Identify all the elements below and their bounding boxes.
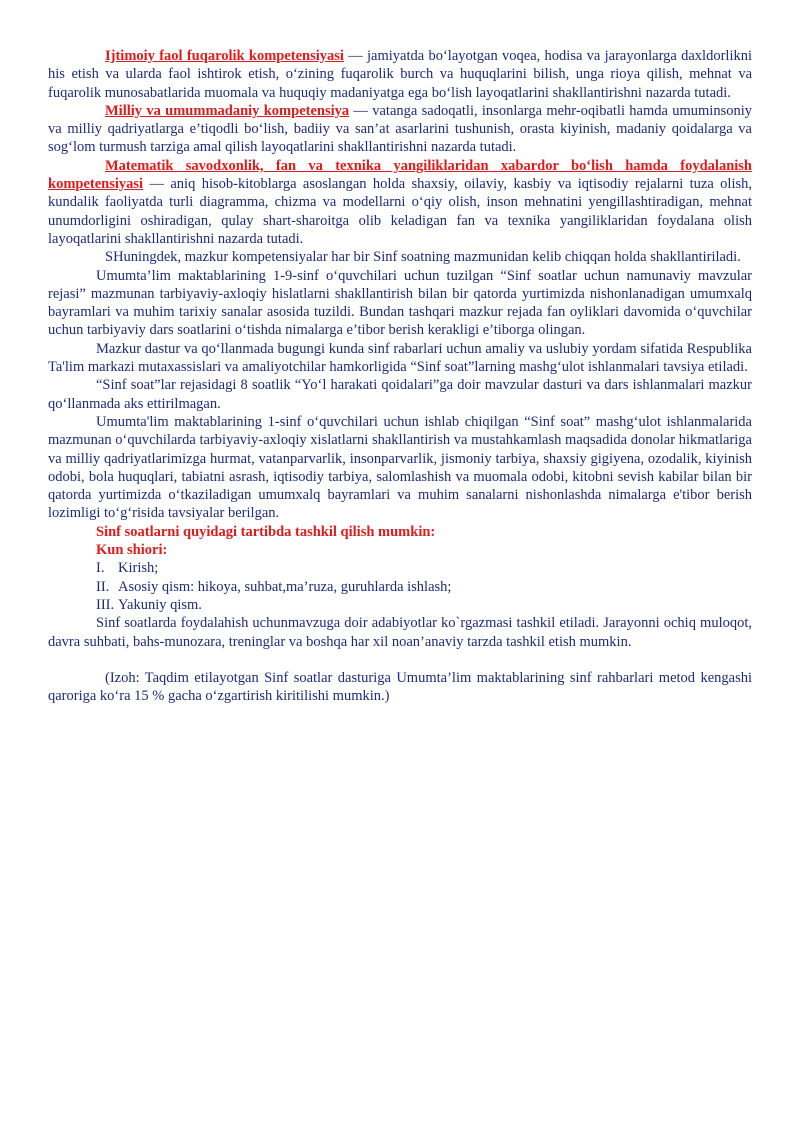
- paragraph-civic-competence: [48, 47, 752, 102]
- list-item-number: II.: [96, 578, 110, 595]
- paragraph-math-competence: [48, 157, 752, 248]
- math-competence-text: — aniq hisob-kitoblarga asoslangan holda shaxsiy, oilaviy, kasbiy va iqtisodiy rejalarni tuza olish, kundalik faoliyatda turli diagramma, chizma va modellarni o‘qiy olish, inson mehnatini yengillashtiradigan, mehnat unumdorligini oshiradigan, qulay shart-sharoitga olib keladigan fan va texnika yangiliklaridan foydalana olish layoqatlarini shakllantirishni nazarda tutadi.: [48, 176, 752, 247]
- list-item-text: Asosiy qism: hikoya, suhbat,ma’ruza, guruhlarda ishlash;: [118, 578, 452, 595]
- paragraph-national-competence: [48, 102, 752, 157]
- list-item: [96, 559, 752, 577]
- list-item: [96, 596, 752, 614]
- list-item-number: I.: [96, 560, 105, 577]
- term-civic-competence: Ijtimoiy faol fuqarolik kompetensiyasi: [105, 48, 344, 64]
- list-item: [96, 578, 752, 596]
- term-math-competence: Matematik savodxonlik, fan va texnika yangiliklaridan xabardor bo‘lish hamda foydalanish kompetensiyasi: [48, 157, 752, 193]
- term-national-competence: Milliy va umummadaniy kompetensiya: [105, 102, 350, 119]
- paragraph-plan: Umumta’lim maktablarining 1-9-sinf o‘quvchilari uchun tuzilgan “Sinf soatlar uchun namunaviy mavzular rejasi” mazmunan tarbiyaviy-axloqiy hislatlarni shakllantirish bilan bir qatorda yurtimizda nishonlanadigan umumxalq bayramlari va muhim tarixiy sanalar asosida tuzildi. Bundan tashqari mazkur rejada fan oyliklari davomida o‘quvchilar uchun tarbiyaviy dars soatlarini o‘tishda nimalarga e’tibor berish kerakligi e’tiborga olingan.: [48, 267, 752, 339]
- heading-order: Sinf soatlarni quyidagi tartibda tashkil qilish mumkin:: [96, 523, 436, 540]
- paragraph-first-grade: Umumta'lim maktablarining 1-sinf o‘quvchilari uchun ishlab chiqilgan “Sinf soat” mashg‘ulot ishlanmalarida mazmunan o‘quvchilarda tarbiyaviy-axloqiy xislatlarni shakllantirish va mustahkamlash maqsadida donolar hikmatlariga va milliy qadriyatlarimizga hurmat, vatanparvarlik, insonparvarlik, jismoniy tarbiya, shaxsiy gigiyena, ozodalik, kiyinish odobi, bola huquqlari, tabiatni asrash, iqtisodiy tarbiya, salomlashish va muomala odobi, kitobni sevish kabilar bilan bir qatorda yurtimizda o‘tkaziladigan umumxalq bayramlari va muhim sanalarni nishonlashda nimalarga e'tibor berish lozimligi to‘g‘risida tavsiyalar berilgan.: [48, 413, 752, 522]
- civic-competence-text: — jamiyatda bo‘layotgan voqea, hodisa va jarayonlarga daxldorlikni his etish va ularda faol ishtirok etish, o‘zining fuqarolik burch va huquqlarini bilish, unga rioya qilish, mehnat va fuqarolik munosabatlarida muomala va huquqiy madaniyatga ega bo‘lish layoqatlarini shakllantirishni nazarda tutadi.: [48, 48, 752, 101]
- note: (Izoh: Taqdim etilayotgan Sinf soatlar dasturiga Umumta’lim maktablarining sinf rahbarlari metod kengashi qaroriga ko‘ra 15 % gacha o‘zgartirish kiritilishi mumkin.): [48, 669, 752, 705]
- paragraph-exhibition: Sinf soatlarda foydalahish uchunmavzuga doir adabiyotlar ko`rgazmasi tashkil etiladi. Jarayonni ochiq muloqot, davra suhbati, bahs-munozara, treninglar va boshqa har xil noan’anaviy tarzda tashkil etish mumkin.: [48, 615, 752, 650]
- paragraph-also: SHuningdek, mazkur kompetensiyalar har bir Sinf soatning mazmunidan kelib chiqqan holda shakllantiriladi.: [105, 249, 741, 266]
- structure-list: [48, 559, 752, 614]
- paragraph-program: Mazkur dastur va qo‘llanmada bugungi kunda sinf rabarlari uchun amaliy va uslubiy yordam sifatida Respublika Ta'lim markazi mutaxassislari va amaliyotchilar hamkorligida “Sinf soat”larning mashg‘ulot ishlanmalari tavsiya etiladi.: [48, 340, 752, 376]
- heading-motto: Kun shiori:: [96, 542, 168, 559]
- national-competence-text: — vatanga sadoqatli, insonlarga mehr-oqibatli hamda umuminsoniy va milliy qadriyatlarga e’tiqodli bo‘lish, badiiy va san’at asarlarini tushunish, orasta kiyinish, madaniy qoidalarga va sog‘lom turmush tarziga amal qilish layoqatlarini shakllantirishni nazarda tutadi.: [48, 102, 752, 156]
- list-item-text: Yakuniy qism.: [118, 596, 202, 613]
- list-item-text: Kirish;: [118, 560, 159, 577]
- list-item-number: III.: [96, 596, 115, 613]
- paragraph-traffic: “Sinf soat”lar rejasidagi 8 soatlik “Yo‘l harakati qoidalari”ga doir mavzular dasturi va dars ishlanmalari mazkur qo‘llanmada aks ettirilmagan.: [48, 377, 752, 412]
